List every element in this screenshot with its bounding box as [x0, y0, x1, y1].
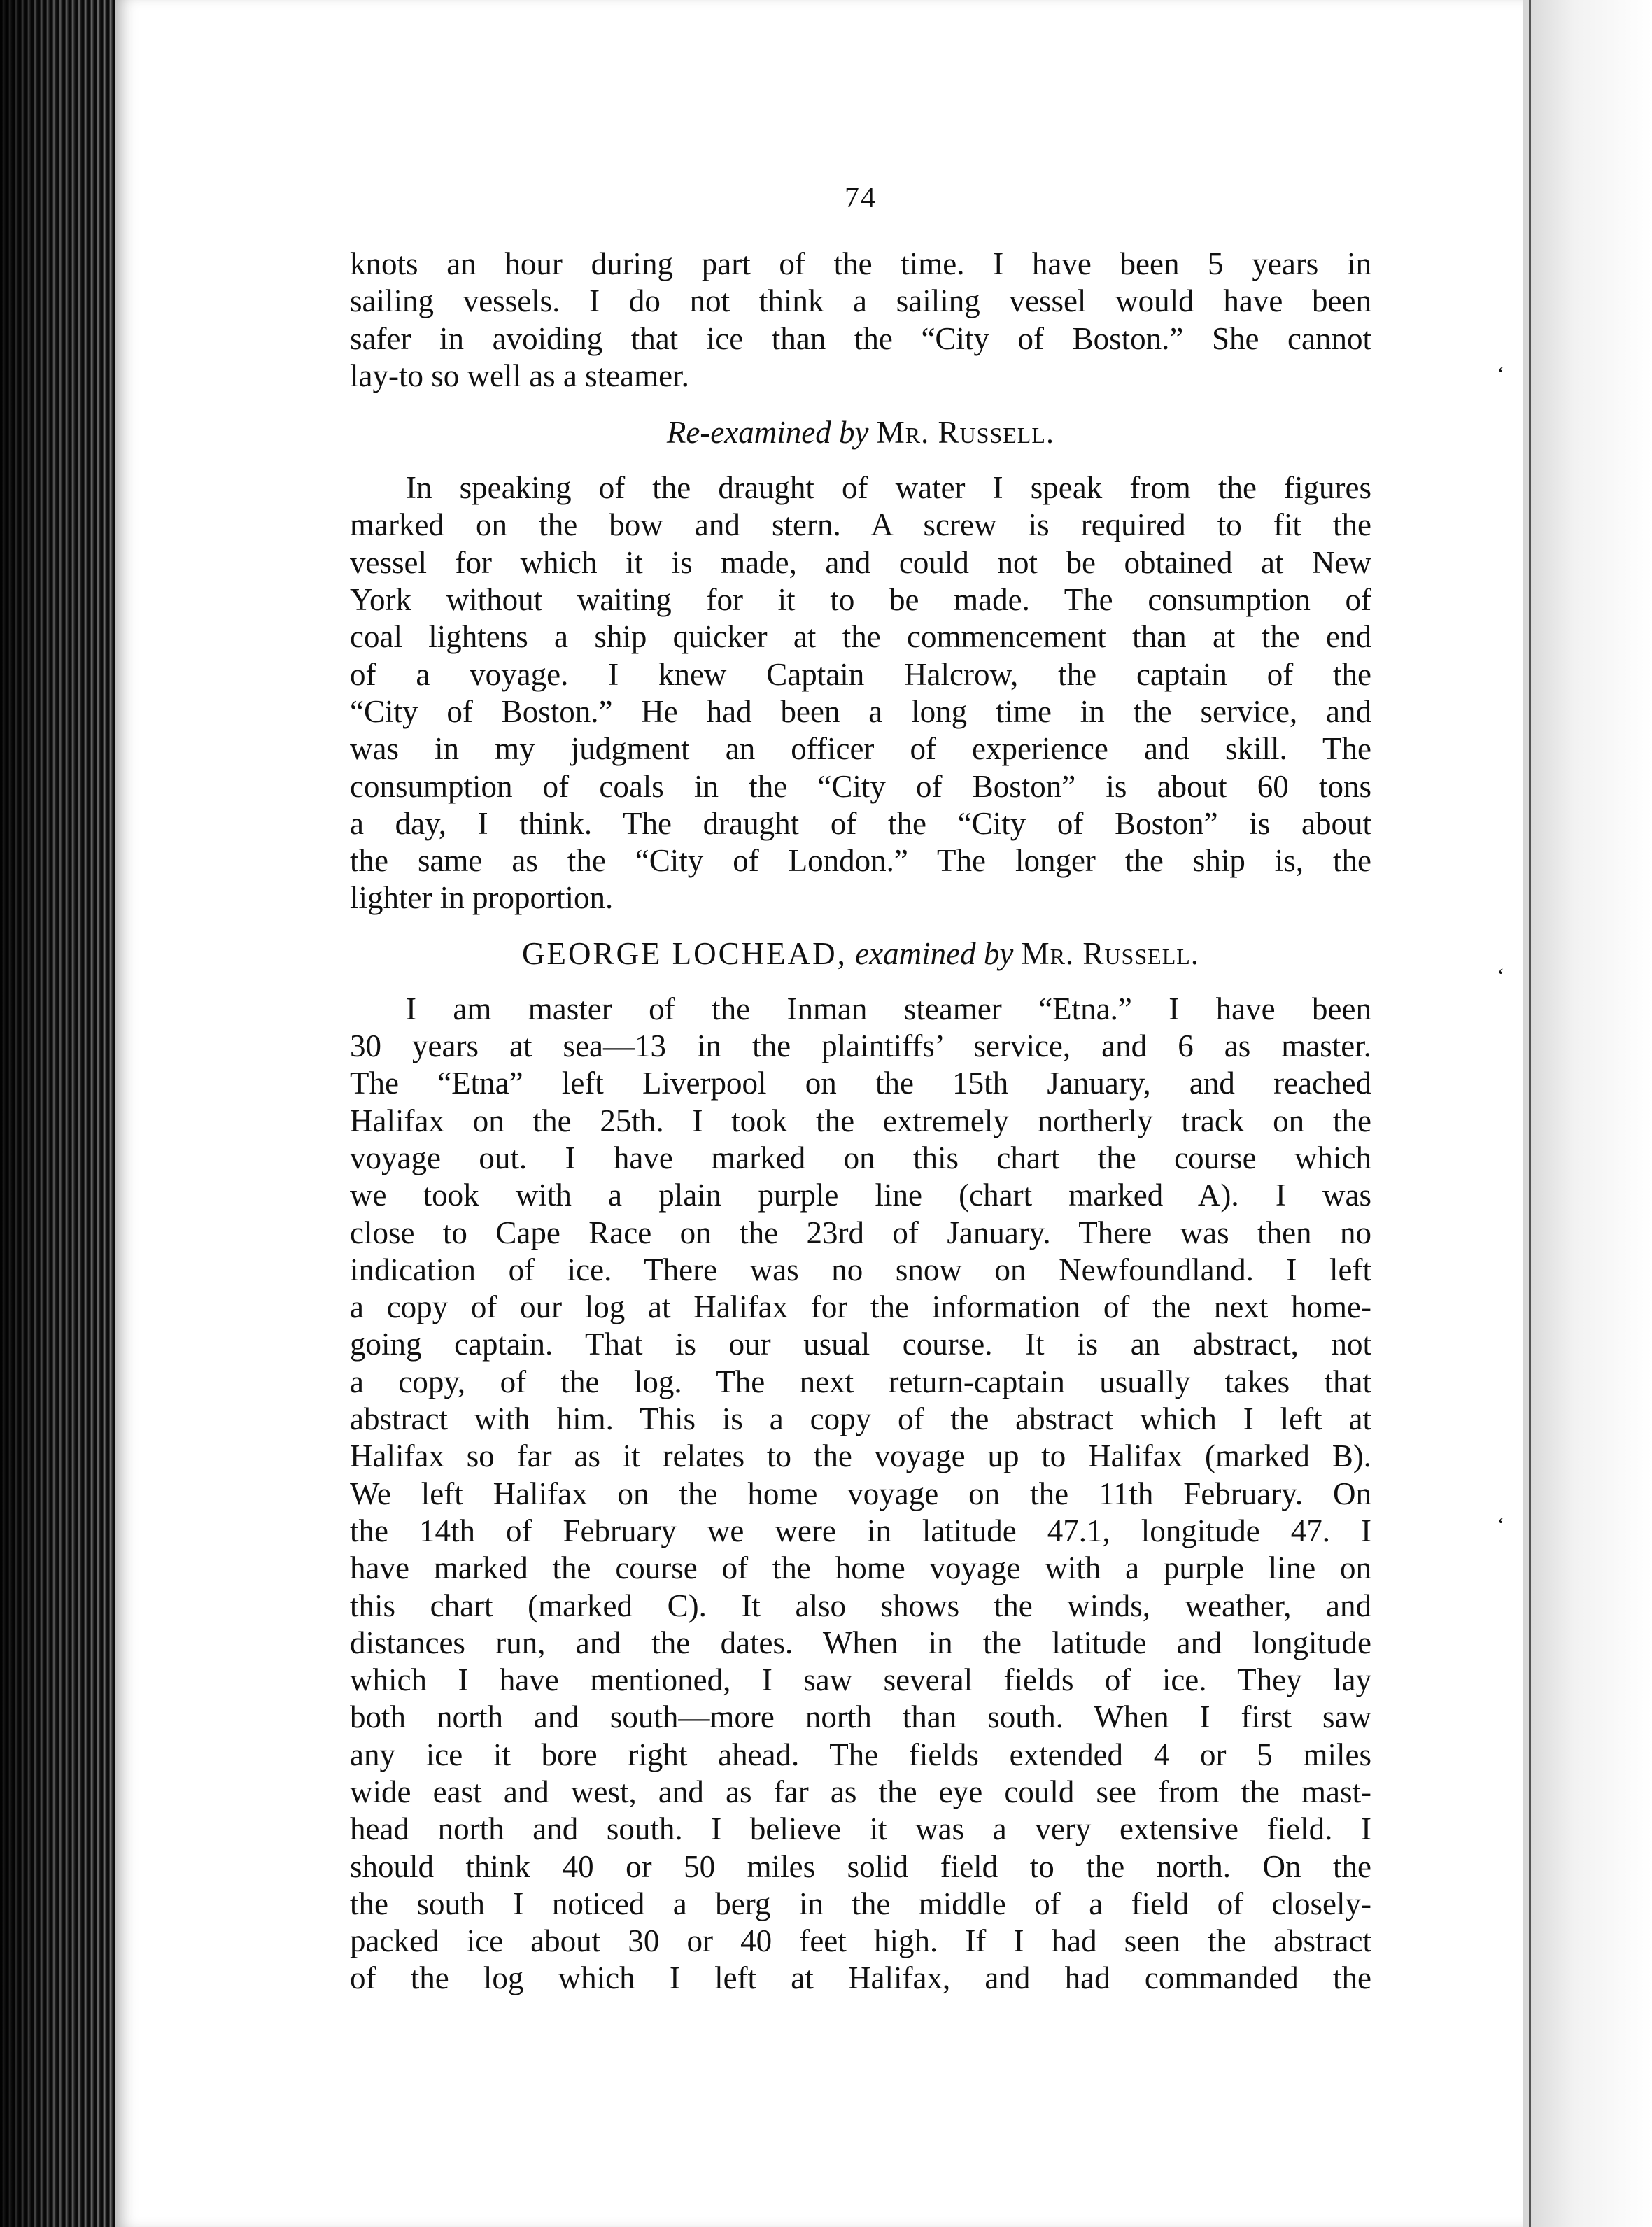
text-line: sailing vessels. I do not think a sailing vessel would have been	[350, 283, 1371, 319]
text-line: In speaking of the draught of water I speak from the figures	[406, 470, 1371, 506]
facing-page-edge	[1523, 0, 1652, 2227]
text-line: knots an hour during part of the time. I have been 5 years in	[350, 246, 1371, 281]
text-line: of the log which I left at Halifax, and had commanded the	[350, 1960, 1371, 1996]
text-line: Halifax on the 25th. I took the extremely northerly track on the	[350, 1103, 1371, 1138]
text-line: distances run, and the dates. When in the latitude and longitude	[350, 1625, 1371, 1660]
text-line: Halifax so far as it relates to the voyage up to Halifax (marked B).	[350, 1438, 1371, 1474]
text-line: consumption of coals in the “City of Boston” is about 60 tons	[350, 768, 1371, 804]
text-line: coal lightens a ship quicker at the commencement than at the end	[350, 619, 1371, 655]
margin-speck: ‘	[1497, 1513, 1504, 1536]
text-line: We left Halifax on the home voyage on the 11th February. On	[350, 1476, 1371, 1511]
page-number: 74	[845, 182, 877, 214]
text-line: voyage out. I have marked on this chart the course which	[350, 1140, 1371, 1175]
text-line: lighter in proportion.	[350, 880, 614, 916]
text-line: a copy, of the log. The next return-captain usually takes that	[350, 1364, 1371, 1399]
text-line: going captain. That is our usual course. It is an abstract, not	[350, 1327, 1371, 1362]
text-line: the south I noticed a berg in the middle of a field of closely-	[350, 1886, 1371, 1921]
text-line: The “Etna” left Liverpool on the 15th January, and reached	[350, 1066, 1371, 1101]
text-line: the 14th of February we were in latitude 47.1, longitude 47. I	[350, 1513, 1371, 1548]
text-line: safer in avoiding that ice than the “City of Boston.” She cannot	[350, 320, 1371, 356]
text-line: wide east and west, and as far as the eye could see from the mast-	[350, 1774, 1371, 1809]
text-line: of a voyage. I knew Captain Halcrow, the captain of the	[350, 656, 1371, 692]
margin-speck: ‘	[1497, 964, 1504, 987]
text-line: should think 40 or 50 miles solid field to the north. On the	[350, 1848, 1371, 1884]
text-line: 30 years at sea—13 in the plaintiffs’ service, and 6 as master.	[350, 1028, 1371, 1064]
text-line: indication of ice. There was no snow on Newfoundland. I left	[350, 1252, 1371, 1287]
text-line: marked on the bow and stern. A screw is required to fit the	[350, 507, 1371, 543]
reexam-examiner: Mr. Russell.	[876, 415, 1055, 451]
text-line: we took with a plain purple line (chart marked A). I was	[350, 1178, 1371, 1213]
text-line: head north and south. I believe it was a very extensive field. I	[350, 1811, 1371, 1847]
opening-paragraph	[350, 246, 1371, 395]
witness-heading	[350, 935, 1371, 973]
text-line: close to Cape Race on the 23rd of January. There was then no	[350, 1215, 1371, 1250]
text-line: have marked the course of the home voyage with a purple line on	[350, 1550, 1371, 1586]
text-line: both north and south—more north than south. When I first saw	[350, 1699, 1371, 1735]
text-line: York without waiting for it to be made. The consumption of	[350, 582, 1371, 618]
text-line: a copy of our log at Halifax for the information of the next home-	[350, 1289, 1371, 1325]
text-line: packed ice about 30 or 40 feet high. If I had seen the abstract	[350, 1923, 1371, 1959]
witness-examiner: Mr. Russell.	[1021, 935, 1200, 971]
text-line: was in my judgment an officer of experience and skill. The	[350, 731, 1371, 767]
witness-name: GEORGE LOCHEAD,	[521, 935, 847, 971]
text-line: abstract with him. This is a copy of the abstract which I left at	[350, 1401, 1371, 1437]
text-line: a day, I think. The draught of the “City of Boston” is about	[350, 805, 1371, 841]
reexam-italic: Re-examined by	[666, 415, 869, 451]
margin-speck: ‘	[1497, 362, 1504, 386]
testimony-paragraph	[350, 991, 1371, 1998]
text-line: any ice it bore right ahead. The fields extended 4 or 5 miles	[350, 1737, 1371, 1772]
page-content	[350, 178, 1371, 1998]
text-line: the same as the “City of London.” The longer the ship is, the	[350, 843, 1371, 879]
text-line: lay-to so well as a steamer.	[350, 358, 689, 393]
reexamination-paragraph	[350, 469, 1371, 917]
text-line: which I have mentioned, I saw several fields of ice. They lay	[350, 1662, 1371, 1698]
spine-shadow	[0, 0, 115, 2227]
text-line: “City of Boston.” He had been a long time in the service, and	[350, 693, 1371, 729]
text-line: I am master of the Inman steamer “Etna.” I have been	[406, 991, 1371, 1026]
reexamination-heading	[350, 414, 1371, 451]
text-line: this chart (marked C). It also shows the winds, weather, and	[350, 1588, 1371, 1623]
witness-italic: examined by	[855, 935, 1014, 971]
text-line: vessel for which it is made, and could not be obtained at New	[350, 544, 1371, 580]
